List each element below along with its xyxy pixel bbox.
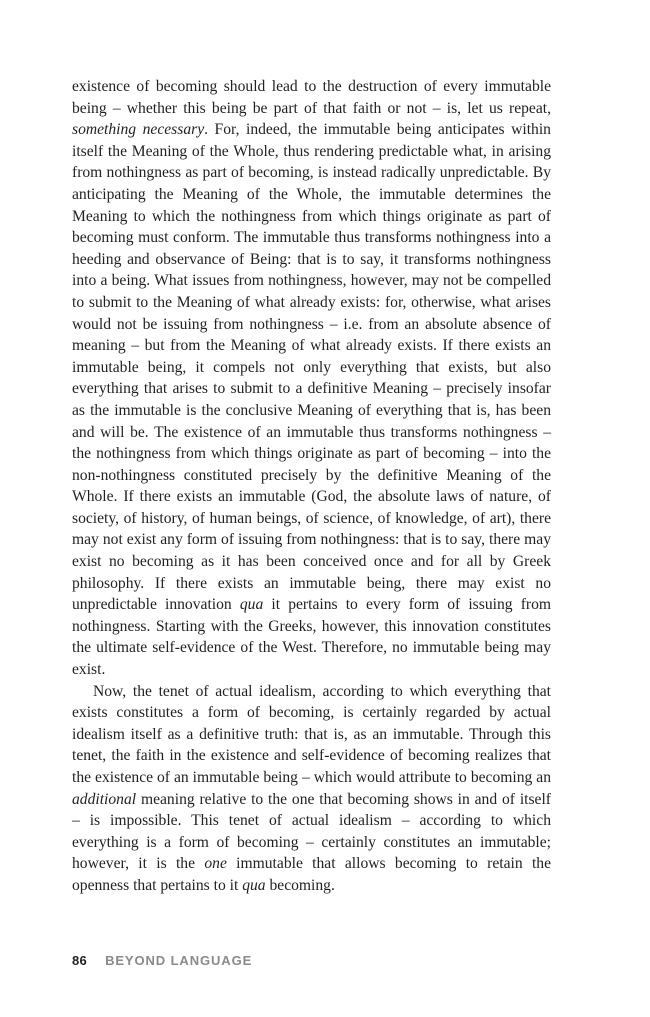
paragraph-2 (72, 681, 551, 897)
paragraph-1-text-1: existence of becoming should lead to the destruction of every immutable being – whether this being be part of that faith or not – is, let us repeat, (72, 78, 551, 117)
paragraph-1-emphasis-1: something necessary (72, 121, 205, 139)
paragraph-2-emphasis-2: one (204, 855, 227, 873)
body-text (72, 76, 551, 897)
paragraph-2-emphasis-1: additional (72, 790, 137, 808)
paragraph-1-text-2: . For, indeed, the immutable being anticipates within itself the Meaning of the Whole, thus rendering predictable what, in arising from nothingness as part of becoming, is instead radically unpredictable. By anticipating the Meaning of the Whole, the immutable determines the Meaning to which the nothingness from which things originate as part of becoming must conform. The immutable thus transforms nothingness into a heeding and observance of Being: that is to say, it transforms nothingness into a being. What issues from nothingness, however, may not be compelled to submit to the Meaning of what already exists: for, otherwise, what arises would not be issuing from nothingness – i.e. from an absolute absence of meaning – but from the Meaning of what already exists. If there exists an immutable being, it compels not only everything that exists, but also everything that arises to submit to a definitive Meaning – precisely insofar as the immutable is the conclusive Meaning of everything that is, has been and will be. The existence of an immutable thus transforms nothingness – the nothingness from which things originate as part of becoming – into the non-nothingness constituted precisely by the definitive Meaning of the Whole. If there exists an immutable (God, the absolute laws of nature, of society, of history, of human beings, of science, of knowledge, of art), there may not exist any form of issuing from nothingness: that is to say, there may exist no becoming as it has been conceived once and for all by Greek philosophy. If there exists an immutable being, there may exist no unpredictable innovation (72, 121, 551, 614)
page-footer (72, 953, 252, 968)
paragraph-2-text-4: becoming. (265, 876, 335, 894)
paragraph-1-text-3: it pertains to every form of issuing from nothingness. Starting with the Greeks, however, this innovation constitutes the ultimate self-evidence of the West. Therefore, no immutable being may exist. (72, 596, 552, 679)
running-title: BEYOND LANGUAGE (105, 953, 253, 968)
paragraph-2-text-1: Now, the tenet of actual idealism, according to which everything that exists constitutes a form of becoming, is certainly regarded by actual idealism itself as a definitive truth: that is, as an immutable. Through this tenet, the faith in the existence and self-evidence of becoming realizes that the existence of an immutable being – which would attribute to becoming an (72, 682, 551, 786)
paragraph-2-emphasis-3: qua (242, 876, 266, 894)
paragraph-1-emphasis-2: qua (239, 596, 264, 614)
paragraph-2-text-2: meaning relative to the one that becoming shows in and of itself – is impossible. This tenet of actual idealism – according to which everything is a form of becoming – certainly constitutes an immutable; however, it is the (72, 790, 551, 873)
page-number: 86 (72, 953, 88, 968)
paragraph-1 (72, 76, 551, 681)
paragraph-2-text-3: immutable that allows becoming to retain the openness that pertains to it (72, 855, 552, 894)
